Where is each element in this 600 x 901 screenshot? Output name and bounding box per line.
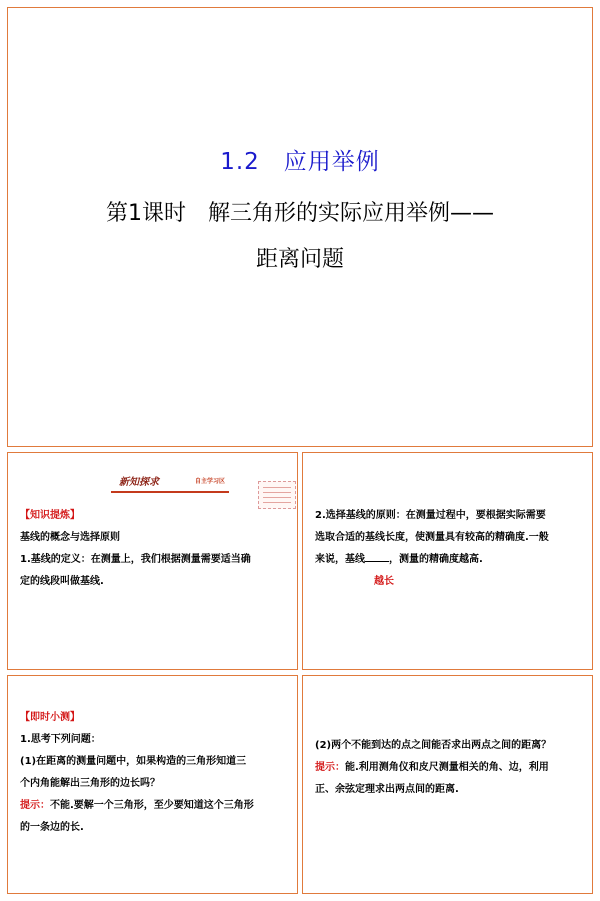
text-line: 2.选择基线的原则：在测量过程中，要根据实际需要 (315, 510, 546, 521)
hint-label: 提示： (315, 762, 345, 773)
banner-subtitle: 自主学习区 (194, 478, 225, 485)
text-line: (2)两个不能到达的点之间能否求出两点之间的距离？ (315, 740, 552, 751)
section-label: 【知识提炼】 (20, 510, 80, 521)
quick-test-slide (7, 675, 298, 894)
text-line: (1)在距离的测量问题中，如果构造的三角形知道三 (20, 756, 247, 767)
text-line: 的一条边的长. (20, 822, 84, 833)
text-line: 1.基线的定义：在测量上，我们根据测量需要适当确 (20, 554, 251, 565)
fill-blank (365, 551, 389, 562)
section-heading: 1.2 应用举例 (220, 149, 380, 175)
text-line (315, 549, 582, 571)
hint-line (315, 757, 582, 779)
text-line: 正、余弦定理求出两点间的距离. (315, 784, 459, 795)
section-banner (111, 473, 229, 493)
hint-text: 不能.要解一个三角形，至少要知道这个三角形 (50, 800, 254, 811)
baseline-principle-slide (302, 452, 593, 670)
hint-line (20, 795, 287, 817)
section-label: 【即时小测】 (20, 712, 80, 723)
text-fragment: ，测量的精确度越高. (389, 554, 483, 565)
text-line: 定的线段叫做基线. (20, 576, 104, 587)
text-line: 1.思考下列问题： (20, 734, 101, 745)
question-two-slide (302, 675, 593, 894)
hint-text: 能.利用测角仪和皮尺测量相关的角、边，利用 (345, 762, 549, 773)
banner-title: 新知探求 (119, 477, 159, 488)
lesson-title-line1: 第1课时 解三角形的实际应用举例—— (106, 201, 494, 226)
title-slide (7, 7, 593, 447)
text-line: 基线的概念与选择原则 (20, 532, 120, 543)
text-line: 个内角能解出三角形的边长吗？ (20, 778, 160, 789)
hint-label: 提示： (20, 800, 50, 811)
lesson-title-line2: 距离问题 (255, 247, 344, 272)
lesson-title (48, 191, 552, 283)
knowledge-slide (7, 452, 298, 670)
blank-answer: 越长 (374, 576, 394, 587)
text-fragment: 来说，基线 (315, 554, 365, 565)
text-line: 选取合适的基线长度，使测量具有较高的精确度.一般 (315, 532, 549, 543)
